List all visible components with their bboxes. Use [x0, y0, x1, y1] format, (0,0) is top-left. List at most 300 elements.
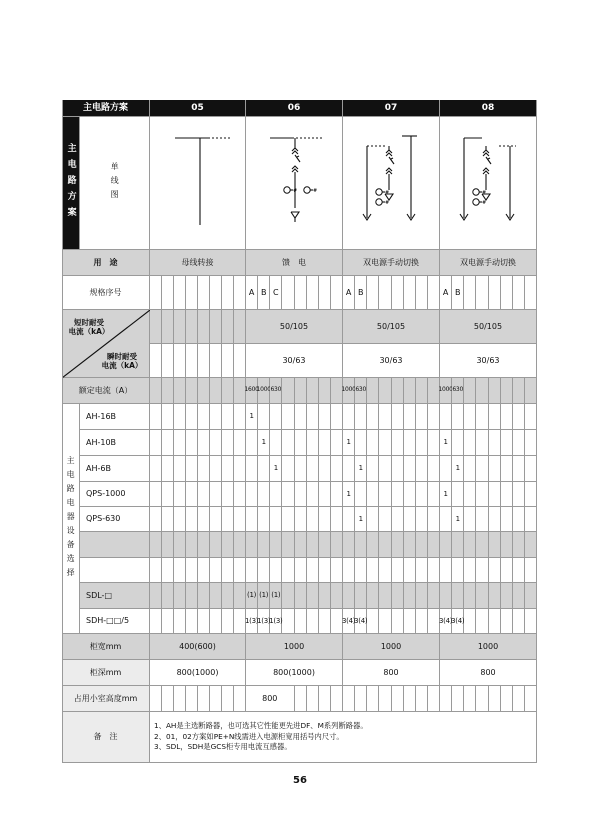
grid-cell [416, 378, 428, 404]
grid-cell [150, 456, 162, 482]
grid-cell [210, 558, 222, 583]
device-quantity [270, 532, 282, 558]
grid-cell [416, 686, 428, 712]
peak-current-value: 30/63 [343, 344, 440, 378]
grid-cell [513, 583, 525, 609]
grid-cell [476, 456, 488, 482]
grid-cell [150, 609, 162, 634]
grid-cell [513, 276, 525, 310]
grid-cell [525, 276, 537, 310]
grid-cell [367, 686, 379, 712]
device-quantity [270, 430, 282, 456]
device-quantity [440, 456, 452, 482]
grid-cell [513, 558, 525, 583]
grid-cell [464, 482, 476, 507]
grid-cell [234, 482, 246, 507]
cabinet-width-value: 1000 [246, 634, 343, 660]
grid-cell [222, 583, 234, 609]
grid-cell [282, 507, 294, 532]
spec-value: A [343, 276, 355, 310]
grid-cell [295, 558, 307, 583]
grid-cell [501, 609, 513, 634]
grid-cell [282, 430, 294, 456]
grid-cell [174, 558, 186, 583]
grid-cell [222, 404, 234, 430]
device-quantity [355, 404, 367, 430]
cabinet-width-value: 1000 [440, 634, 537, 660]
grid-cell [428, 430, 440, 456]
svg-text:#: # [293, 188, 298, 194]
device-quantity [440, 404, 452, 430]
device-quantity [270, 507, 282, 532]
grid-cell [198, 276, 210, 310]
scheme-number: 05 [150, 100, 246, 117]
grid-cell [162, 276, 174, 310]
device-quantity [452, 532, 464, 558]
grid-cell [428, 456, 440, 482]
grid-cell [234, 558, 246, 583]
grid-cell [210, 532, 222, 558]
grid-cell [464, 686, 476, 712]
grid-cell [210, 507, 222, 532]
grid-cell [198, 404, 210, 430]
grid-cell [367, 276, 379, 310]
grid-cell [489, 378, 501, 404]
device-quantity [355, 430, 367, 456]
device-quantity [452, 482, 464, 507]
grid-cell [150, 276, 162, 310]
grid-cell [307, 430, 319, 456]
grid-cell [282, 482, 294, 507]
spec-value: C [270, 276, 282, 310]
grid-cell [513, 532, 525, 558]
grid-cell [392, 507, 404, 532]
grid-cell [331, 456, 343, 482]
rated-current-value: 1000 [440, 378, 452, 404]
grid-cell [392, 686, 404, 712]
grid-cell [319, 558, 331, 583]
grid-cell [476, 507, 488, 532]
device-quantity [258, 456, 270, 482]
grid-cell [416, 532, 428, 558]
rated-current-value: 1600 [246, 378, 258, 404]
grid-cell [452, 686, 464, 712]
grid-cell [392, 609, 404, 634]
grid-cell [464, 404, 476, 430]
device-quantity: 3(4) [440, 609, 452, 634]
grid-cell [489, 430, 501, 456]
grid-cell [295, 532, 307, 558]
device-name: SDH-□□/5 [80, 609, 150, 634]
grid-cell [319, 430, 331, 456]
peak-current-value: 30/63 [246, 344, 343, 378]
grid-cell [331, 276, 343, 310]
grid-cell [307, 507, 319, 532]
cabinet-depth-value: 800 [440, 660, 537, 686]
grid-cell [392, 583, 404, 609]
device-quantity: 1 [355, 456, 367, 482]
grid-cell [440, 686, 452, 712]
grid-cell [186, 456, 198, 482]
grid-cell [282, 558, 294, 583]
grid-cell [513, 456, 525, 482]
diagram-side-label: 主电路方案 [62, 117, 80, 250]
cabinet-depth-value: 800 [343, 660, 440, 686]
grid-cell [295, 686, 307, 712]
grid-cell [379, 482, 391, 507]
cabinet-depth-value: 800(1000) [246, 660, 343, 686]
single-line-diagram-label: 单线图 [80, 117, 150, 250]
device-quantity: 1 [440, 430, 452, 456]
device-quantity: 3(4) [452, 609, 464, 634]
grid-cell [501, 276, 513, 310]
spec-value: B [355, 276, 367, 310]
grid-cell [404, 430, 416, 456]
grid-cell [162, 310, 174, 344]
grid-cell [186, 404, 198, 430]
short-time-current-value: 50/105 [246, 310, 343, 344]
grid-cell [513, 378, 525, 404]
grid-cell [282, 456, 294, 482]
peak-current-label: 瞬时耐受 电流（kA） [101, 352, 143, 370]
grid-cell [186, 344, 198, 378]
grid-cell [319, 378, 331, 404]
grid-cell [464, 430, 476, 456]
grid-cell [513, 404, 525, 430]
cabinet-width-label: 柜宽mm [62, 634, 150, 660]
grid-cell [174, 404, 186, 430]
grid-cell [476, 378, 488, 404]
device-name: AH-16B [80, 404, 150, 430]
grid-cell [174, 583, 186, 609]
scheme-number: 07 [343, 100, 440, 117]
spec-label: 规格序号 [62, 276, 150, 310]
usage-value: 双电源手动切换 [343, 250, 440, 276]
grid-cell [162, 404, 174, 430]
grid-cell [501, 404, 513, 430]
grid-cell [150, 507, 162, 532]
device-quantity [452, 558, 464, 583]
grid-cell [319, 583, 331, 609]
grid-cell [367, 456, 379, 482]
grid-cell [464, 558, 476, 583]
grid-cell [234, 507, 246, 532]
grid-cell [295, 583, 307, 609]
grid-cell [404, 276, 416, 310]
grid-cell [198, 482, 210, 507]
usage-value: 馈 电 [246, 250, 343, 276]
cabinet-width-value: 1000 [343, 634, 440, 660]
grid-cell [355, 686, 367, 712]
grid-cell [367, 583, 379, 609]
device-quantity: 1 [258, 430, 270, 456]
grid-cell [174, 344, 186, 378]
grid-cell [198, 344, 210, 378]
scheme-number: 08 [440, 100, 537, 117]
grid-cell [476, 609, 488, 634]
device-quantity [246, 507, 258, 532]
svg-text:#: # [385, 200, 390, 206]
grid-cell [404, 532, 416, 558]
svg-text:#: # [313, 188, 318, 194]
grid-cell [198, 558, 210, 583]
grid-cell [319, 507, 331, 532]
grid-cell [295, 456, 307, 482]
grid-cell [476, 482, 488, 507]
grid-cell [198, 507, 210, 532]
grid-cell [319, 532, 331, 558]
grid-cell [150, 310, 162, 344]
scheme-header-label: 主电路方案 [62, 100, 150, 117]
grid-cell [367, 404, 379, 430]
compartment-height-label: 占用小室高度mm [62, 686, 150, 712]
grid-cell [464, 378, 476, 404]
grid-cell [331, 532, 343, 558]
grid-cell [234, 430, 246, 456]
grid-cell [162, 378, 174, 404]
device-quantity: 3(4) [343, 609, 355, 634]
grid-cell [162, 609, 174, 634]
grid-cell [331, 507, 343, 532]
grid-cell [525, 404, 537, 430]
grid-cell [307, 404, 319, 430]
spec-value: A [440, 276, 452, 310]
spec-value: B [452, 276, 464, 310]
grid-cell [392, 558, 404, 583]
grid-cell [174, 507, 186, 532]
device-quantity: 1 [343, 482, 355, 507]
grid-cell [222, 344, 234, 378]
compartment-height-value: 800 [246, 686, 295, 712]
grid-cell [282, 276, 294, 310]
device-quantity [270, 404, 282, 430]
grid-cell [525, 482, 537, 507]
grid-cell [307, 558, 319, 583]
grid-cell [186, 609, 198, 634]
grid-cell [198, 583, 210, 609]
grid-cell [307, 609, 319, 634]
grid-cell [476, 276, 488, 310]
grid-cell [416, 558, 428, 583]
grid-cell [416, 507, 428, 532]
grid-cell [174, 276, 186, 310]
diagram-08-dual-supply [454, 130, 534, 230]
grid-cell [367, 482, 379, 507]
device-quantity: (1) [258, 583, 270, 609]
short-time-current-value: 50/105 [440, 310, 537, 344]
device-quantity: 1 [452, 456, 464, 482]
grid-cell [282, 378, 294, 404]
grid-cell [150, 583, 162, 609]
grid-cell [416, 583, 428, 609]
grid-cell [174, 609, 186, 634]
rated-current-label: 额定电流（A） [62, 378, 150, 404]
grid-cell [210, 609, 222, 634]
grid-cell [489, 482, 501, 507]
grid-cell [367, 609, 379, 634]
device-quantity [246, 482, 258, 507]
grid-cell [501, 482, 513, 507]
grid-cell [307, 686, 319, 712]
grid-cell [282, 532, 294, 558]
grid-cell [198, 532, 210, 558]
grid-cell [222, 558, 234, 583]
grid-cell [331, 404, 343, 430]
grid-cell [404, 404, 416, 430]
svg-text:#: # [482, 200, 487, 206]
grid-cell [513, 507, 525, 532]
grid-cell [319, 456, 331, 482]
grid-cell [174, 430, 186, 456]
grid-cell [379, 507, 391, 532]
grid-cell [392, 276, 404, 310]
device-quantity [355, 558, 367, 583]
rated-current-value: 1000 [258, 378, 270, 404]
grid-cell [379, 378, 391, 404]
grid-cell [525, 430, 537, 456]
grid-cell [210, 378, 222, 404]
grid-cell [464, 532, 476, 558]
grid-cell [331, 558, 343, 583]
grid-cell [404, 609, 416, 634]
device-name [80, 558, 150, 583]
grid-cell [379, 456, 391, 482]
grid-cell [392, 532, 404, 558]
grid-cell [150, 378, 162, 404]
grid-cell [489, 532, 501, 558]
device-name: AH-10B [80, 430, 150, 456]
grid-cell [234, 404, 246, 430]
usage-value: 双电源手动切换 [440, 250, 537, 276]
grid-cell [464, 456, 476, 482]
grid-cell [416, 482, 428, 507]
grid-cell [174, 482, 186, 507]
device-name [80, 532, 150, 558]
device-quantity [258, 507, 270, 532]
grid-cell [513, 609, 525, 634]
grid-cell [186, 532, 198, 558]
device-quantity [355, 482, 367, 507]
scheme-number: 06 [246, 100, 343, 117]
grid-cell [210, 686, 222, 712]
grid-cell [525, 507, 537, 532]
device-quantity [355, 583, 367, 609]
grid-cell [295, 430, 307, 456]
grid-cell [162, 558, 174, 583]
grid-cell [198, 609, 210, 634]
grid-cell [428, 583, 440, 609]
grid-cell [489, 686, 501, 712]
grid-cell [282, 404, 294, 430]
grid-cell [501, 430, 513, 456]
grid-cell [367, 430, 379, 456]
usage-value: 母线转接 [150, 250, 246, 276]
device-quantity: 1(3) [270, 609, 282, 634]
svg-text:#: # [385, 190, 390, 196]
grid-cell [404, 482, 416, 507]
grid-cell [234, 344, 246, 378]
grid-cell [162, 583, 174, 609]
grid-cell [343, 686, 355, 712]
grid-cell [174, 532, 186, 558]
grid-cell [162, 430, 174, 456]
device-name: AH-6B [80, 456, 150, 482]
grid-cell [162, 344, 174, 378]
grid-cell [513, 430, 525, 456]
grid-cell [295, 507, 307, 532]
grid-cell [489, 456, 501, 482]
grid-cell [392, 482, 404, 507]
grid-cell [501, 507, 513, 532]
grid-cell [150, 404, 162, 430]
grid-cell [404, 456, 416, 482]
grid-cell [416, 276, 428, 310]
grid-cell [379, 404, 391, 430]
grid-cell [198, 378, 210, 404]
device-quantity [246, 558, 258, 583]
grid-cell [307, 378, 319, 404]
grid-cell [198, 686, 210, 712]
grid-cell [428, 482, 440, 507]
grid-cell [234, 456, 246, 482]
short-time-current-value: 50/105 [343, 310, 440, 344]
grid-cell [198, 430, 210, 456]
grid-cell [210, 310, 222, 344]
grid-cell [210, 583, 222, 609]
device-quantity: 1(3) [258, 609, 270, 634]
rated-current-value: 630 [355, 378, 367, 404]
grid-cell [319, 404, 331, 430]
grid-cell [222, 686, 234, 712]
diagram-07-dual-supply [357, 130, 437, 230]
grid-cell [186, 507, 198, 532]
grid-cell [319, 276, 331, 310]
grid-cell [367, 507, 379, 532]
peak-current-value: 30/63 [440, 344, 537, 378]
grid-cell [162, 686, 174, 712]
device-quantity [452, 583, 464, 609]
grid-cell [489, 404, 501, 430]
device-quantity [343, 558, 355, 583]
grid-cell [367, 532, 379, 558]
device-quantity: 1 [270, 456, 282, 482]
grid-cell [379, 276, 391, 310]
grid-cell [282, 583, 294, 609]
grid-cell [222, 276, 234, 310]
device-side-label: 主电路电器设备选择 [62, 404, 80, 634]
grid-cell [404, 378, 416, 404]
device-quantity: 1(3) [246, 609, 258, 634]
grid-cell [198, 456, 210, 482]
device-quantity [440, 558, 452, 583]
device-name: QPS-630 [80, 507, 150, 532]
grid-cell [222, 430, 234, 456]
grid-cell [162, 507, 174, 532]
grid-cell [367, 558, 379, 583]
grid-cell [392, 378, 404, 404]
grid-cell [282, 609, 294, 634]
grid-cell [525, 686, 537, 712]
diagram-05-busbar-transfer [170, 130, 240, 230]
device-quantity [343, 507, 355, 532]
grid-cell [464, 507, 476, 532]
grid-cell [307, 456, 319, 482]
cabinet-depth-label: 柜深mm [62, 660, 150, 686]
grid-cell [210, 404, 222, 430]
grid-cell [404, 507, 416, 532]
grid-cell [234, 310, 246, 344]
grid-cell [331, 686, 343, 712]
